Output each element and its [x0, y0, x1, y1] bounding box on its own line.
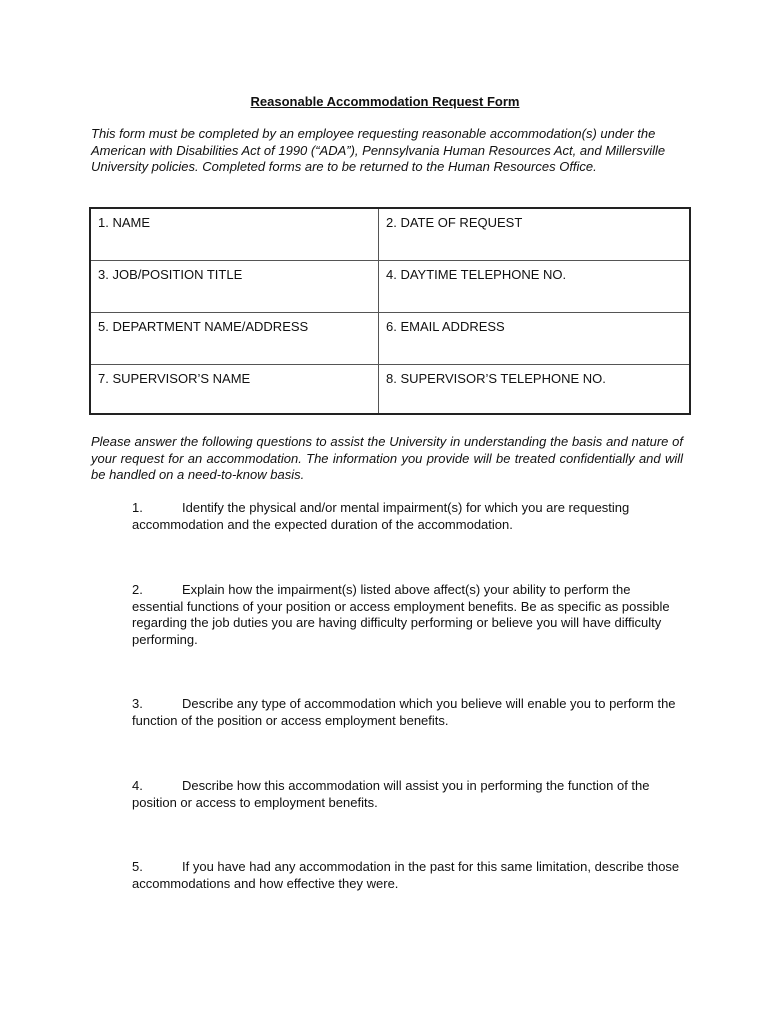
question-1 — [132, 500, 682, 533]
question-text: Identify the physical and/or mental impairment(s) for which you are requesting accommodation and the expected duration of the accommodation. — [132, 500, 630, 532]
question-number: 2. — [132, 582, 143, 597]
question-4 — [132, 778, 682, 811]
question-text: Explain how the impairment(s) listed above affect(s) your ability to perform the essential functions of your position or access employment benefits. Be as specific as possible regarding the job duties you are having difficulty performing or believe you will have difficulty performing. — [132, 582, 670, 647]
question-5 — [132, 859, 682, 892]
question-number: 1. — [132, 500, 143, 515]
question-number: 5. — [132, 859, 143, 874]
field-supervisor-telephone[interactable]: 8. SUPERVISOR’S TELEPHONE NO. — [386, 371, 606, 386]
field-supervisor-name[interactable]: 7. SUPERVISOR’S NAME — [91, 365, 379, 413]
field-job-position-title[interactable]: 3. JOB/POSITION TITLE — [91, 261, 379, 313]
question-text: Describe how this accommodation will assist you in performing the function of the position or access to employment benefits. — [132, 778, 650, 810]
field-date-of-request[interactable]: 2. DATE OF REQUEST — [379, 209, 689, 261]
question-number: 4. — [132, 778, 143, 793]
field-name[interactable]: 1. NAME — [91, 209, 379, 261]
question-number: 3. — [132, 696, 143, 711]
question-text: If you have had any accommodation in the past for this same limitation, describe those accommodations and how effective they were. — [132, 859, 680, 891]
field-daytime-telephone[interactable]: 4. DAYTIME TELEPHONE NO. — [379, 261, 689, 313]
question-3 — [132, 696, 682, 729]
question-text: Describe any type of accommodation which you believe will enable you to perform the function of the position or access employment benefits. — [132, 696, 676, 728]
question-2 — [132, 582, 682, 648]
employee-info-table — [89, 207, 691, 415]
intro-paragraph: This form must be completed by an employee requesting reasonable accommodation(s) under the American with Disabilities Act of 1990 (“ADA”), Pennsylvania Human Resources Act, and Millersville University policies. Completed forms are to be returned to the Human Resources Office. — [91, 126, 666, 174]
field-department-name-address[interactable]: 5. DEPARTMENT NAME/ADDRESS — [91, 313, 379, 365]
form-title: Reasonable Accommodation Request Form — [250, 94, 520, 109]
field-email-address[interactable]: 6. EMAIL ADDRESS — [379, 313, 689, 365]
instructions-paragraph: Please answer the following questions to assist the University in understanding the basis and nature of your request for an accommodation. The information you provide will be treated confidentially and will be handled on a need-to-know basis. — [91, 434, 683, 482]
